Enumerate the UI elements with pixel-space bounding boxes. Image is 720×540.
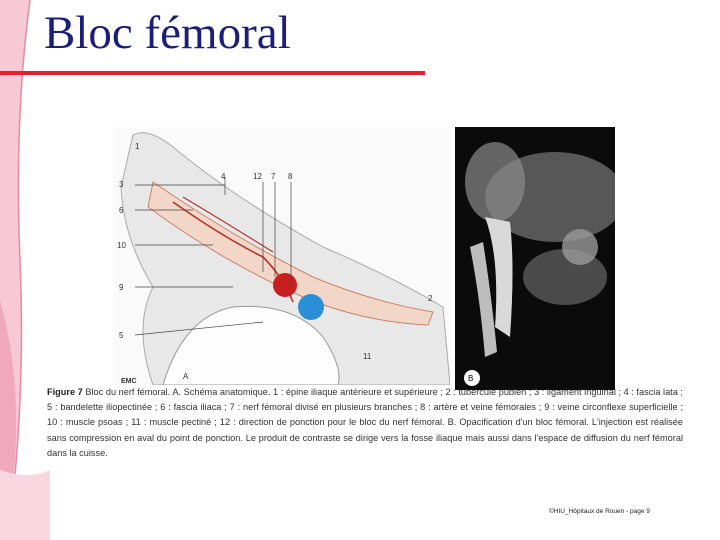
label-8: 8 [288,172,293,181]
figure-a-anatomical-diagram [113,127,450,385]
label-1: 1 [135,142,140,151]
slide-title: Bloc fémoral [44,7,291,59]
title-underline [0,71,425,75]
label-7: 7 [271,172,276,181]
label-4: 4 [221,172,226,181]
label-3: 3 [119,180,124,189]
label-6: 6 [119,206,124,215]
label-12: 12 [253,172,262,181]
caption-text: Bloc du nerf fémoral. A. Schéma anatomique. 1 : épine iliaque antérieure et supérieure ; 2 : tubercule pubien ; 3 : ligament inguinal ; 4 : fascia lata ; 5 : bandelette iliopectinée ; 6 : fascia iliaca ; 7 : nerf fémoral divisé en plusieurs branches ; 8 : artère et veine fémorales ; 9 : veine circonflexe superficielle ; 10 : muscle psoas ; 11 : muscle pectiné ; 12 : direction de ponction pour le bloc du nerf fémoral. B. Opacification d'un bloc fémoral. L'injection est réalisée sans compression en aval du point de ponction. Le produit de contraste se dirige vers la fosse iliaque mais aussi dans l'espace de diffusion du nerf fémoral dans la cuisse. [47,387,683,458]
panel-label-a: A [183,372,189,381]
panel-label-b: B [468,374,474,383]
label-9: 9 [119,283,124,292]
label-11: 11 [363,352,372,361]
decorative-curves [0,0,50,540]
label-2: 2 [428,294,433,303]
label-5: 5 [119,331,124,340]
label-10: 10 [117,241,126,250]
figure-b-radiograph [455,127,615,390]
femoral-artery-shape [273,273,297,297]
slide-footer: ©HIU_Hôpitaux de Rouen - page 9 [549,508,650,515]
femoral-vein-shape [298,294,324,320]
emc-logo: EMC [121,378,137,385]
figure-reference: Figure 7 [47,387,83,397]
figure-caption [47,385,683,461]
